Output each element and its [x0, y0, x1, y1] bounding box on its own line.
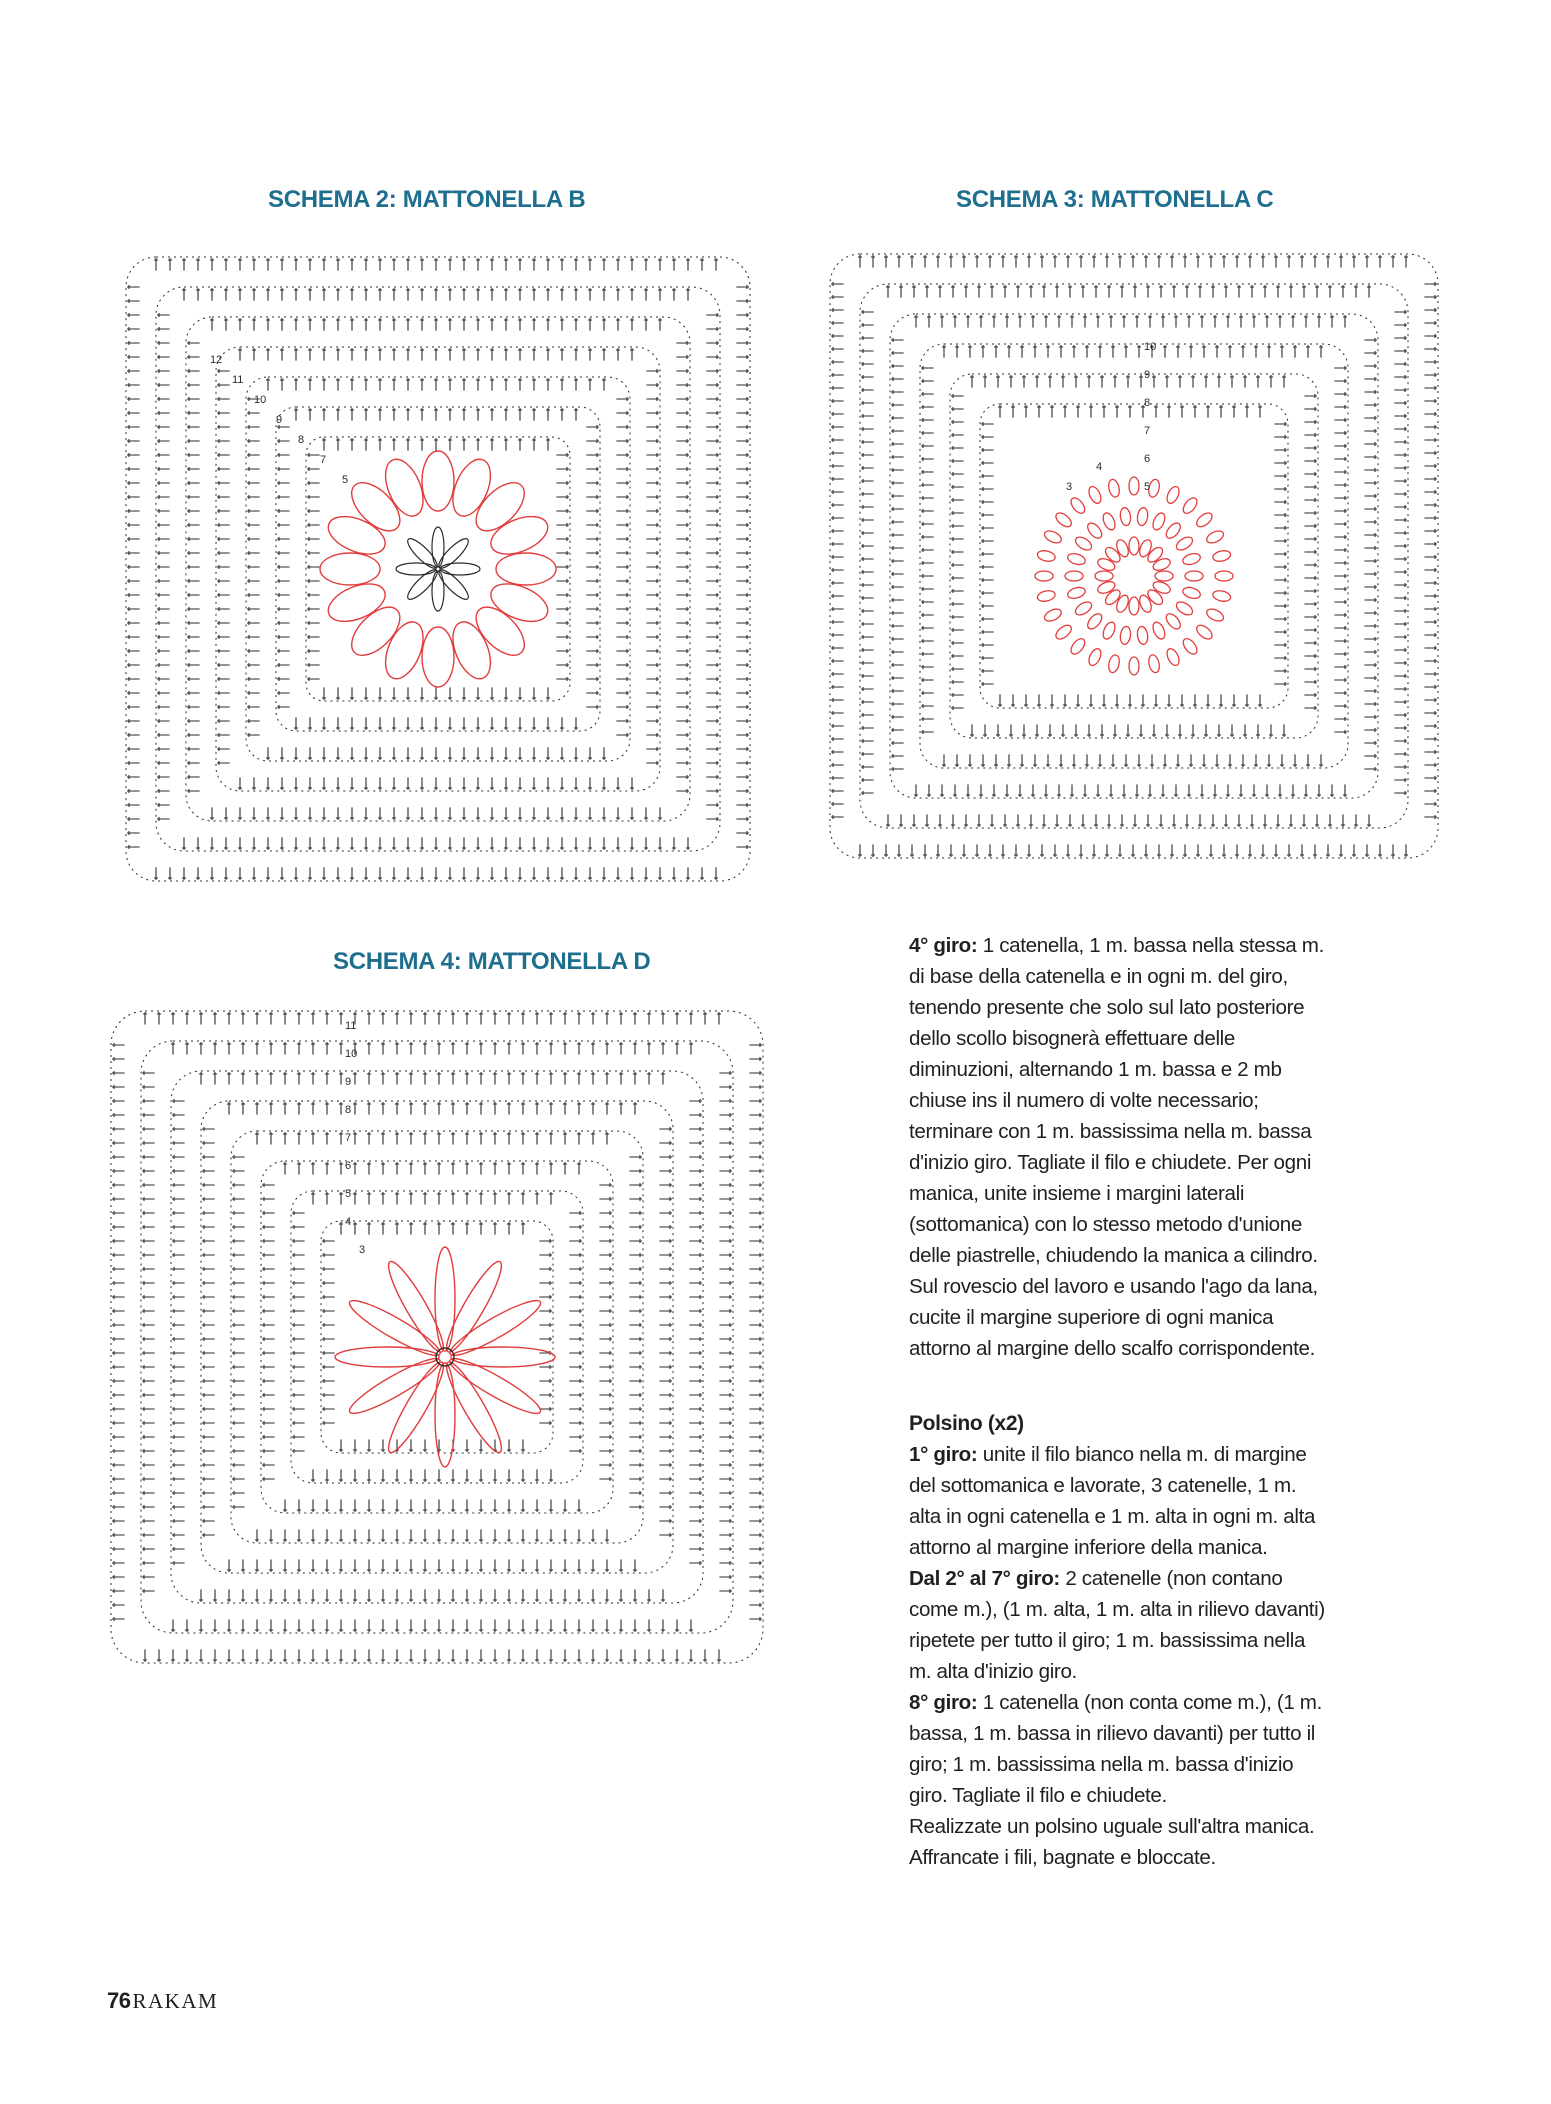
round-number-label: 3: [1066, 481, 1073, 493]
center-motif: [1035, 477, 1233, 675]
round-number-label: 8: [1144, 397, 1151, 409]
instructions-column: [909, 930, 1332, 1873]
round-number-label: 4: [1096, 461, 1103, 473]
center-motif: [335, 1247, 555, 1467]
magazine-name: RAKAM: [132, 1989, 219, 2013]
round-number-label: 5: [342, 474, 349, 486]
paragraph-giro-1: [909, 1439, 1332, 1563]
round-number-label: 5: [1144, 481, 1151, 493]
giro-4-label: 4° giro:: [909, 934, 978, 957]
round-number-label: 5: [345, 1188, 352, 1200]
round-number-label: 6: [345, 1160, 352, 1172]
polsino-heading: Polsino (x2): [909, 1412, 1024, 1435]
round-number-label: 9: [1144, 369, 1151, 381]
round-number-label: 4: [345, 1216, 352, 1228]
round-number-label: 7: [345, 1132, 352, 1144]
round-number-label: 10: [254, 394, 267, 406]
schema-3-title: SCHEMA 3: MATTONELLA C: [956, 186, 1274, 213]
round-number-label: 8: [298, 434, 305, 446]
crochet-chart: [107, 1007, 767, 1667]
round-number-label: 11: [345, 1020, 357, 1032]
round-number-label: 9: [345, 1076, 352, 1088]
schema-3-diagram: [826, 250, 1442, 862]
giro-2-7-body: 2 catenelle (non contano come m.), (1 m. alta, 1 m. alta in rilievo davanti) ripetete per tutto il giro; 1 m. bassissima nella m. alta d'inizio giro.: [909, 1567, 1325, 1683]
page-number: 76: [107, 1988, 131, 2013]
paragraph-giro-8: [909, 1687, 1332, 1811]
schema-4-title: SCHEMA 4: MATTONELLA D: [333, 948, 651, 975]
page-folio: [107, 1988, 218, 2014]
paragraph-affrancate: Affrancate i fili, bagnate e bloccate.: [909, 1846, 1216, 1869]
round-number-label: 8: [345, 1104, 352, 1116]
paragraph-giro-4: [909, 930, 1332, 1364]
giro-4-body: 1 catenella, 1 m. bassa nella stessa m. di base della catenella e in ogni m. del giro, tenendo presente che solo sul lato posteriore dello scollo bisognerà effettuare delle diminuzioni, alternando 1 m. bassa e 2 mb chiuse ins il numero di volte necessario; terminare con 1 m. bassissima nella m. bassa d'inizio giro. Tagliate il filo e chiudete. Per ogni manica, unite insieme i margini laterali (sottomanica) con lo stesso metodo d'unione delle piastrelle, chiudendo la manica a cilindro. Sul rovescio del lavoro e usando l'ago da lana, cucite il margine superiore di ogni manica attorno al margine dello scalfo corrispondente.: [909, 934, 1324, 1360]
giro-2-7-label: Dal 2° al 7° giro:: [909, 1567, 1060, 1590]
round-number-label: 7: [1144, 425, 1151, 437]
schema-4-diagram: [107, 1007, 767, 1667]
schema-2-diagram: [122, 253, 754, 885]
crochet-chart: [826, 250, 1442, 862]
giro-8-body: 1 catenella (non conta come m.), (1 m. bassa, 1 m. bassa in rilievo davanti) per tutto il giro; 1 m. bassissima nella m. bassa d'inizio giro. Tagliate il filo e chiudete.: [909, 1691, 1322, 1807]
round-number-label: 7: [320, 454, 327, 466]
round-number-label: 9: [276, 414, 283, 426]
paragraph-giro-2-7: [909, 1563, 1332, 1687]
schema-2-title: SCHEMA 2: MATTONELLA B: [268, 186, 586, 213]
round-number-label: 10: [345, 1048, 358, 1060]
round-number-label: 11: [232, 374, 244, 386]
paragraph-realizzate: Realizzate un polsino uguale sull'altra manica.: [909, 1815, 1315, 1838]
giro-1-body: unite il filo bianco nella m. di margine del sottomanica e lavorate, 3 catenelle, 1 m. alta in ogni catenella e 1 m. alta in ogni m. alta attorno al margine inferiore della manica.: [909, 1443, 1316, 1559]
round-number-label: 6: [1144, 453, 1151, 465]
round-number-label: 3: [359, 1244, 366, 1256]
crochet-chart: [122, 253, 754, 885]
round-number-label: 10: [1144, 341, 1157, 353]
center-motif: [320, 451, 556, 687]
round-number-label: 12: [210, 354, 223, 366]
giro-8-label: 8° giro:: [909, 1691, 978, 1714]
giro-1-label: 1° giro:: [909, 1443, 978, 1466]
